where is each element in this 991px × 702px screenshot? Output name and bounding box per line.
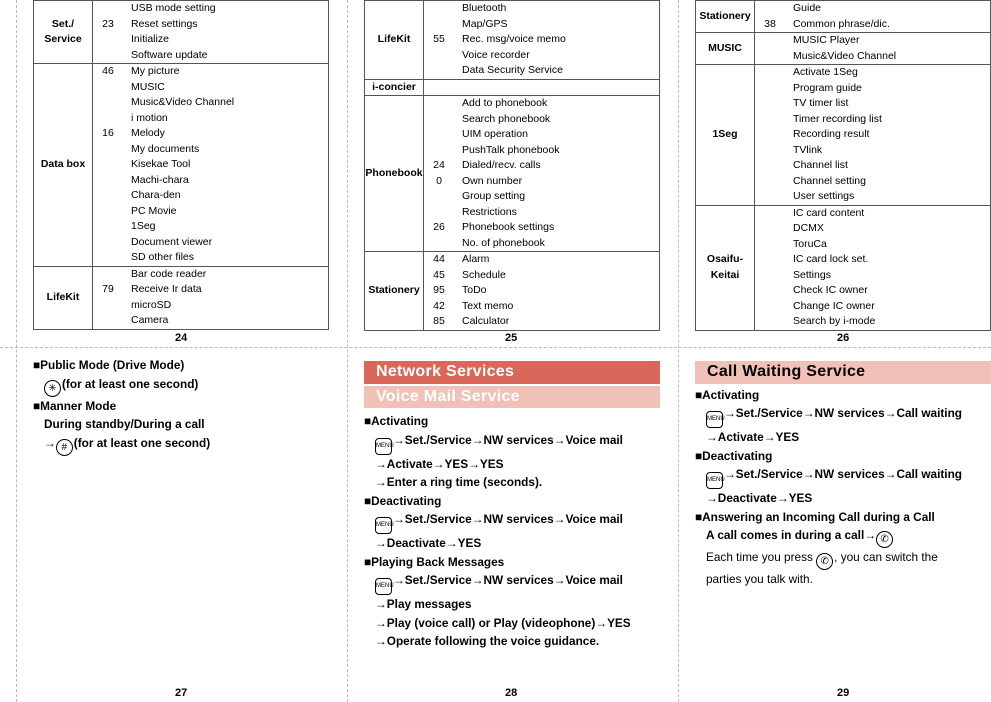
- menu-category: Osaifu- Keitai: [696, 205, 755, 330]
- manner-mode-step: → # (for at least one second): [33, 434, 333, 456]
- menu-category: Stationery: [365, 252, 424, 331]
- menu-item-names: [454, 79, 660, 96]
- menu-index-row: [696, 1, 991, 33]
- menu-category: Data box: [34, 64, 93, 267]
- deactivating-heading: ■Deactivating: [364, 493, 442, 508]
- menu-key-icon: MENU: [375, 438, 392, 455]
- page-27-content: [33, 356, 333, 456]
- menu-index-row: [365, 79, 660, 96]
- menu-key-icon: MENU: [375, 517, 392, 534]
- call-key-icon: ✆: [816, 553, 833, 570]
- menu-page-ref: 24 0 26: [424, 96, 455, 252]
- guide-line: [678, 0, 679, 702]
- menu-index-table-24: [33, 0, 329, 330]
- activating-heading: ■Activating: [364, 414, 429, 428]
- menu-page-ref: 55: [424, 1, 455, 80]
- menu-item-names: Activate 1Seg Program guide TV timer list Timer recording list Recording result TVlink Channel list Channel setting User settings: [785, 65, 991, 206]
- menu-category: i-concier: [365, 79, 424, 96]
- menu-page-ref: [755, 205, 786, 330]
- menu-category: Set./ Service: [34, 1, 93, 64]
- menu-page-ref: 79: [93, 266, 124, 329]
- menu-item-names: Bluetooth Map/GPS Rec. msg/voice memo Voice recorder Data Security Service: [454, 1, 660, 80]
- page-number: 24: [175, 332, 188, 344]
- menu-key-icon: MENU: [706, 472, 723, 489]
- menu-page-ref: 44 45 95 42 85: [424, 252, 455, 331]
- menu-index-row: [365, 96, 660, 252]
- menu-key-icon: MENU: [375, 578, 392, 595]
- manner-mode-step: During standby/During a call: [44, 417, 205, 431]
- menu-item-names: Bar code reader Receive Ir data microSD Camera: [123, 266, 329, 329]
- guide-line: [16, 0, 17, 702]
- page-28-content: Network Services Voice Mail Service ■Activating MENU→Set./Service→NW services→Voice mail →Activate→YES→YES →Enter a ring time (seconds). ■Deactivating MENU→Set./Service→NW services→Voice mail →Deactivate→YES ■Playing Back Messages MENU→Set./Service→NW services→Voice mail →Play messages →Play (voice call) or Play (videophone)→YES →Operate following the voice guidance.: [364, 361, 660, 651]
- menu-item-names: My picture MUSIC Music&Video Channel i motion Melody My documents Kisekae Tool Machi-chara Chara-den PC Movie 1Seg Document viewer SD other files: [123, 64, 329, 267]
- page-number: 28: [505, 687, 518, 699]
- call-waiting-banner: Call Waiting Service: [695, 361, 991, 384]
- menu-item-names: Add to phonebook Search phonebook UIM operation PushTalk phonebook Dialed/recv. calls Own number Group setting Restrictions Phonebook settings No. of phonebook: [454, 96, 660, 252]
- public-mode-heading: ■Public Mode (Drive Mode): [33, 358, 185, 372]
- page-number: 26: [837, 332, 850, 344]
- network-services-banner: Network Services: [364, 361, 660, 384]
- guide-line: [0, 347, 991, 348]
- pound-key-icon: #: [56, 439, 73, 456]
- menu-page-ref: [755, 33, 786, 65]
- activating-heading: ■Activating: [695, 387, 760, 402]
- menu-index-row: [696, 33, 991, 65]
- call-key-icon: ✆: [876, 531, 893, 548]
- manner-mode-heading: ■Manner Mode: [33, 398, 117, 413]
- menu-item-names: Guide Common phrase/dic.: [785, 1, 991, 33]
- page-number: 27: [175, 687, 188, 699]
- menu-page-ref: 23: [93, 1, 124, 64]
- menu-index-row: [365, 252, 660, 331]
- menu-index-table-26: [695, 0, 991, 331]
- page-29-content: Call Waiting Service ■Activating MENU→Set./Service→NW services→Call waiting →Activate→YES ■Deactivating MENU→Set./Service→NW services→Call waiting →Deactivate→YES ■Answering an Incoming Call during a Call A call comes in during a call→ ✆ Each time you press ✆ , you can switch the parties you talk with.: [695, 361, 991, 589]
- menu-category: 1Seg: [696, 65, 755, 206]
- guide-line: [347, 0, 348, 702]
- menu-index-row: [365, 1, 660, 80]
- menu-index-row: [696, 65, 991, 206]
- voice-mail-banner: Voice Mail Service: [364, 386, 660, 409]
- menu-item-names: Alarm Schedule ToDo Text memo Calculator: [454, 252, 660, 331]
- menu-index-row: [696, 205, 991, 330]
- menu-category: MUSIC: [696, 33, 755, 65]
- menu-page-ref: [424, 79, 455, 96]
- menu-item-names: MUSIC Player Music&Video Channel: [785, 33, 991, 65]
- answering-heading: ■Answering an Incoming Call during a Call: [695, 509, 935, 524]
- menu-index-row: [34, 266, 329, 329]
- menu-index-row: [34, 1, 329, 64]
- menu-page-ref: 46 16: [93, 64, 124, 267]
- menu-category: Stationery: [696, 1, 755, 33]
- menu-item-names: IC card content DCMX ToruCa IC card lock set. Settings Check IC owner Change IC owner Search by i-mode: [785, 205, 991, 330]
- menu-index-row: [34, 64, 329, 267]
- playing-heading: ■Playing Back Messages: [364, 554, 505, 569]
- menu-category: LifeKit: [34, 266, 93, 329]
- menu-page-ref: [755, 65, 786, 206]
- menu-item-names: USB mode setting Reset settings Initialize Software update: [123, 1, 329, 64]
- menu-category: Phonebook: [365, 96, 424, 252]
- menu-index-table-25: [364, 0, 660, 331]
- deactivating-heading: ■Deactivating: [695, 448, 773, 463]
- menu-category: LifeKit: [365, 1, 424, 80]
- menu-page-ref: 38: [755, 1, 786, 33]
- asterisk-key-icon: ✳: [44, 380, 61, 397]
- page-number: 25: [505, 332, 518, 344]
- page-number: 29: [837, 687, 850, 699]
- menu-key-icon: MENU: [706, 411, 723, 428]
- public-mode-step: ✳ (for at least one second): [33, 375, 333, 397]
